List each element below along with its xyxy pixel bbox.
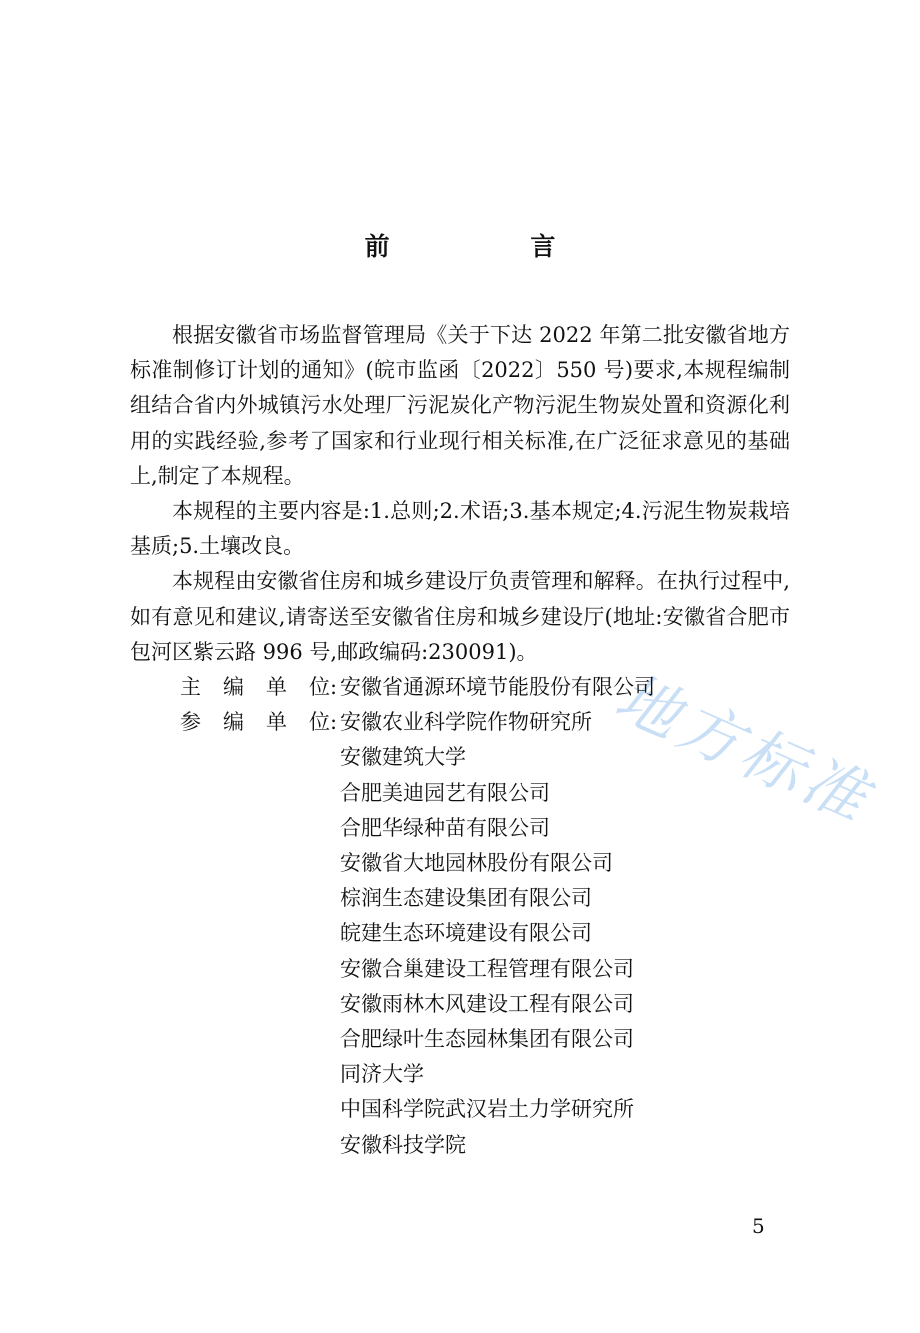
preface-paragraph-3: 本规程由安徽省住房和城乡建设厅负责管理和解释。在执行过程中,如有意见和建议,请寄送至安徽省住房和城乡建设厅(地址:安徽省合肥市包河区紫云路 996 号,邮政编码:230091)。 — [130, 569, 790, 664]
participating-colon: : — [330, 710, 338, 735]
participating-org: 安徽合巢建设工程管理有限公司 — [340, 956, 634, 981]
chief-editor-colon: : — [330, 675, 338, 700]
participating-label-text: 参编单位 — [180, 710, 330, 735]
participating-label — [130, 705, 340, 1163]
participating-org-list — [340, 705, 634, 1163]
participating-org: 合肥绿叶生态园林集团有限公司 — [340, 1027, 634, 1052]
participating-row — [130, 705, 790, 1163]
participating-org: 安徽农业科学院作物研究所 — [340, 710, 592, 735]
preface-paragraph-2: 本规程的主要内容是:1.总则;2.术语;3.基本规定;4.污泥生物炭栽培基质;5.土壤改良。 — [130, 499, 790, 559]
page-number: 5 — [752, 1214, 765, 1238]
chief-editor-row — [130, 670, 790, 705]
watermark: 地方标准 — [605, 659, 884, 838]
participating-org: 合肥美迪园艺有限公司 — [340, 780, 550, 805]
participating-org: 棕润生态建设集团有限公司 — [340, 886, 592, 911]
participating-org: 安徽雨林木风建设工程有限公司 — [340, 991, 634, 1016]
chief-editor-org: 安徽省通源环境节能股份有限公司 — [340, 675, 655, 700]
participating-org: 安徽科技学院 — [340, 1132, 466, 1157]
chief-editor-label — [130, 670, 340, 705]
participating-org: 安徽建筑大学 — [340, 745, 466, 770]
participating-org: 皖建生态环境建设有限公司 — [340, 921, 592, 946]
preface-paragraph-1: 根据安徽省市场监督管理局《关于下达 2022 年第二批安徽省地方标准制修订计划的通知》(皖市监函〔2022〕550 号)要求,本规程编制组结合省内外城镇污水处理厂污泥炭化产物污泥生物炭处置和资源化利用的实践经验,参考了国家和行业现行相关标准,在广泛征求意见的基础上,制定了本规程。 — [130, 323, 790, 488]
page-title: 前 言 — [364, 232, 622, 261]
participating-org: 中国科学院武汉岩土力学研究所 — [340, 1097, 634, 1122]
chief-editor-label-text: 主编单位 — [180, 675, 330, 700]
participating-org: 安徽省大地园林股份有限公司 — [340, 851, 613, 876]
preface-body — [130, 318, 790, 1163]
participating-org: 合肥华绿种苗有限公司 — [340, 815, 550, 840]
participating-org: 同济大学 — [340, 1062, 424, 1087]
